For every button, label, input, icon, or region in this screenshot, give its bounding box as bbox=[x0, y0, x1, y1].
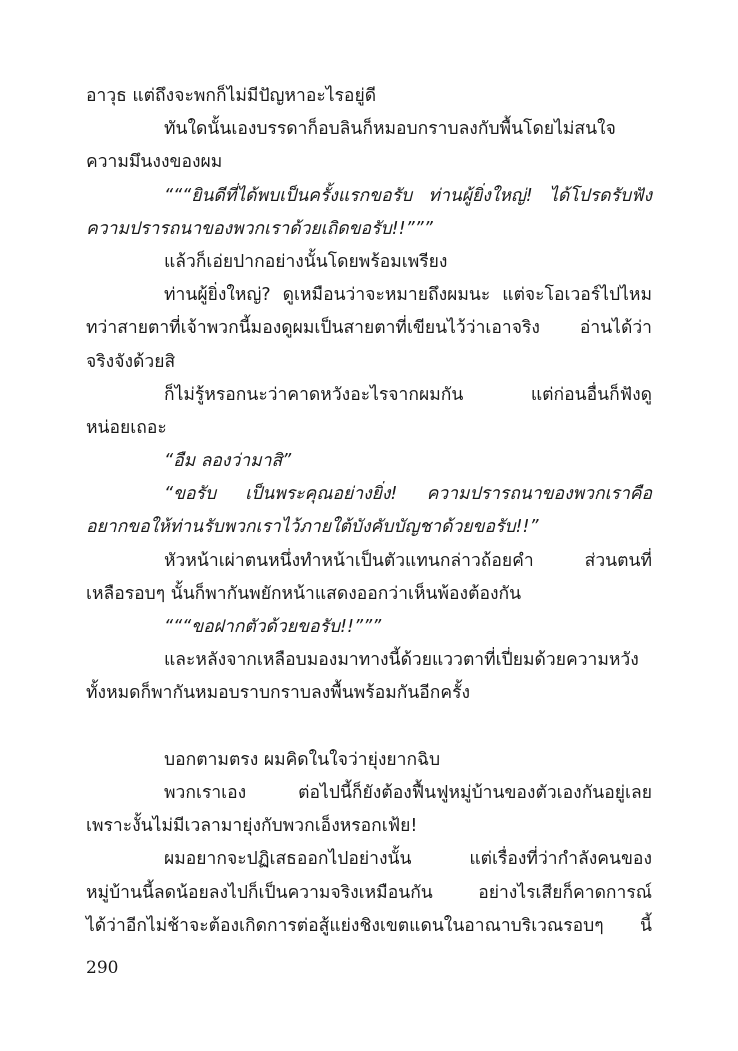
dialogue-line: ความปรารถนาของพวกเราด้วยเถิดขอรับ!!””” bbox=[86, 218, 433, 239]
text-line: ได้ว่าอีกไม่ช้าจะต้องเกิดการต่อสู้แย่งชิงเขตแดนในอาณาบริเวณรอบๆ นี้ bbox=[86, 915, 652, 936]
text-line: ทันใดนั้นเองบรรดาก็อบลินก็หมอบกราบลงกับพื้นโดยไม่สนใจ bbox=[164, 119, 616, 140]
dialogue-line: “อืม ลองว่ามาสิ” bbox=[164, 451, 292, 472]
page-number: 290 bbox=[86, 958, 119, 978]
body-text bbox=[86, 80, 652, 943]
text-line: หน่อยเถอะ bbox=[86, 417, 167, 438]
text-line: ผมอยากจะปฏิเสธออกไปอย่างนั้น แต่เรื่องที่ว่ากำลังคนของ bbox=[164, 849, 652, 870]
text-line: จริงจังด้วยสิ bbox=[86, 351, 176, 372]
text-line: ทั้งหมดก็พากันหมอบราบกราบลงพื้นพร้อมกันอีกครั้ง bbox=[86, 683, 471, 704]
text-line: แล้วก็เอ่ยปากอย่างนั้นโดยพร้อมเพรียง bbox=[164, 251, 448, 272]
dialogue-line: อยากขอให้ท่านรับพวกเราไว้ภายใต้บังคับบัญชาด้วยขอรับ!!” bbox=[86, 517, 539, 538]
text-line: หมู่บ้านนี้ลดน้อยลงไปก็เป็นความจริงเหมือนกัน อย่างไรเสียก็คาดการณ์ bbox=[86, 882, 652, 903]
text-line: อาวุธ แต่ถึงจะพกก็ไม่มีปัญหาอะไรอยู่ดี bbox=[86, 86, 377, 106]
text-line: พวกเราเอง ต่อไปนี้ก็ยังต้องฟื้นฟูหมู่บ้านของตัวเองกันอยู่เลย bbox=[164, 782, 652, 803]
text-line: ท่านผู้ยิ่งใหญ่? ดูเหมือนว่าจะหมายถึงผมนะ แต่จะโอเวอร์ไปไหม bbox=[164, 285, 652, 306]
text-line: เพราะงั้นไม่มีเวลามายุ่งกับพวกเอ็งหรอกเฟ้ย! bbox=[86, 816, 418, 837]
text-line: เหลือรอบๆ นั้นก็พากันพยักหน้าแสดงออกว่าเห็นพ้องต้องกัน bbox=[86, 583, 522, 604]
text-line: บอกตามตรง ผมคิดในใจว่ายุ่งยากฉิบ bbox=[164, 749, 441, 770]
text-line: ทว่าสายตาที่เจ้าพวกนี้มองดูผมเป็นสายตาที่เขียนไว้ว่าเอาจริง อ่านได้ว่า bbox=[86, 318, 652, 339]
text-line: หัวหน้าเผ่าตนหนึ่งทำหน้าเป็นตัวแทนกล่าวถ้อยคำ ส่วนตนที่ bbox=[164, 550, 652, 571]
text-line: ความมึนงงของผม bbox=[86, 152, 223, 173]
text-line: ก็ไม่รู้หรอกนะว่าคาดหวังอะไรจากผมกัน แต่ก่อนอื่นก็ฟังดู bbox=[164, 384, 652, 405]
dialogue-line: “““ขอฝากตัวด้วยขอรับ!!””” bbox=[164, 617, 382, 637]
dialogue-line: “ขอรับ เป็นพระคุณอย่างยิ่ง! ความปรารถนาของพวกเราคือ bbox=[164, 484, 652, 505]
dialogue-line: “““ยินดีที่ได้พบเป็นครั้งแรกขอรับ ท่านผู้ยิ่งใหญ่! ได้โปรดรับฟัง bbox=[164, 185, 652, 206]
section-break bbox=[86, 711, 652, 744]
text-line: และหลังจากเหลือบมองมาทางนี้ด้วยแววตาที่เปี่ยมด้วยความหวัง bbox=[164, 650, 639, 671]
